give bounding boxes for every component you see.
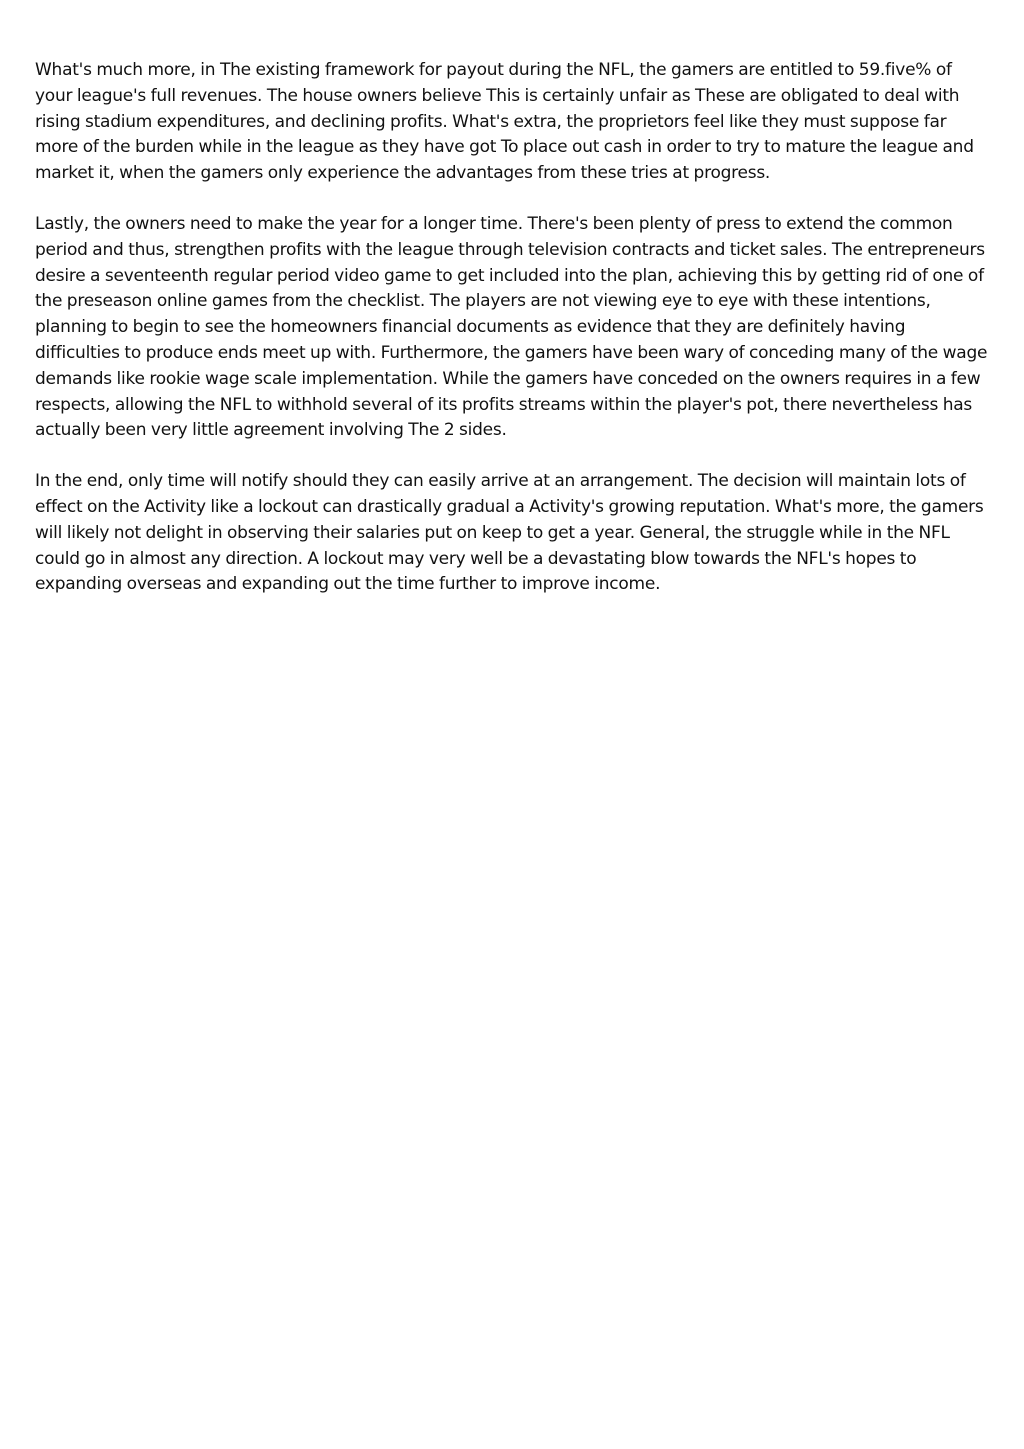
- paragraph-conclusion: In the end, only time will notify should they can easily arrive at an arrangement. The decision will maintain lots of effect on the Activity like a lockout can drastically gradual a Activity's growing reputation. What's more, the gamers will likely not delight in observing their salaries put on keep to get a year. General, the struggle while in the NFL could go in almost any direction. A lockout may very well be a devastating blow towards the NFL's hopes to expanding overseas and expanding out the time further to improve income.: [35, 471, 984, 595]
- paragraph-season-length: Lastly, the owners need to make the year for a longer time. There's been plenty of press to extend the common period and thus, strengthen profits with the league through television contracts and ticket sales. The entrepreneurs desire a seventeenth regular period video game to get included into the plan, achieving this by getting rid of one of the preseason online games from the checklist. The players are not viewing eye to eye with these intentions, planning to begin to see the homeowners financial documents as evidence that they are definitely having difficulties to produce ends meet up with. Furthermore, the gamers have been wary of conceding many of the wage demands like rookie wage scale implementation. While the gamers have conceded on the owners requires in a few respects, allowing the NFL to withhold several of its profits streams within the player's pot, there nevertheless has actually been very little agreement involving The 2 sides.: [35, 213, 988, 441]
- paragraph-revenue-split: What's much more, in The existing framework for payout during the NFL, the gamers are entitled to 59.five% of your league's full revenues. The house owners believe This is certainly unfair as These are obligated to deal with rising stadium expenditures, and declining profits. What's extra, the proprietors feel like they must suppose far more of the burden while in the league as they have got To place out cash in order to try to mature the league and market it, when the gamers only experience the advantages from these tries at progress.: [35, 60, 974, 184]
